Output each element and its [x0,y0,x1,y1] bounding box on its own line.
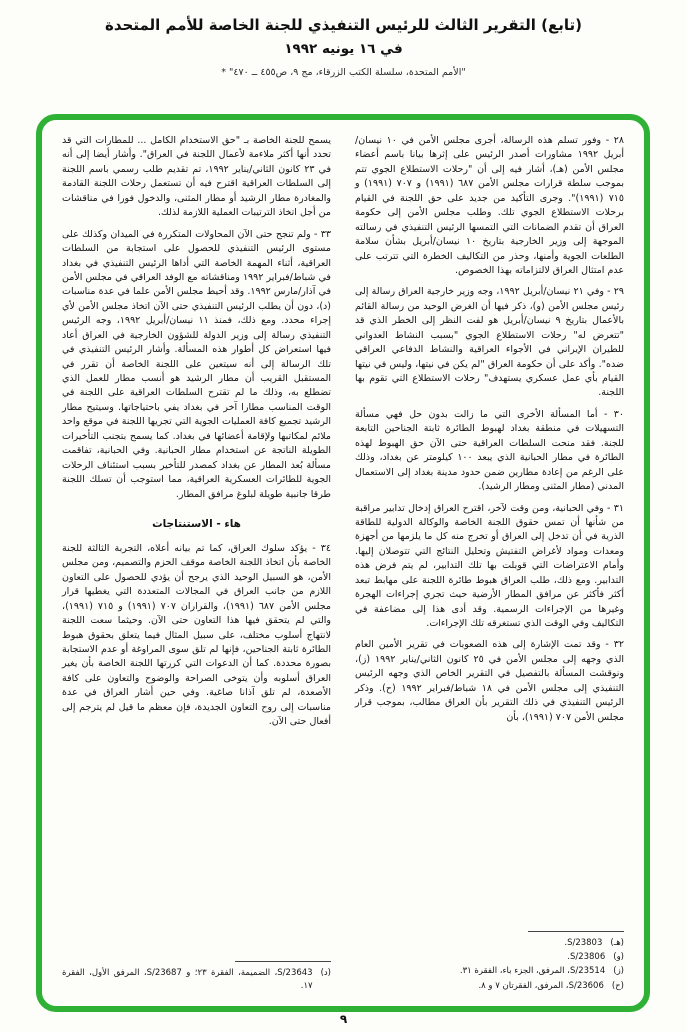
section-heading-conclusions: هاء - الاستنتاجات [152,517,241,530]
footnote [355,951,624,963]
footnotes-right [355,927,624,994]
paragraph-32: ٣٢ - وقد تمت الإشارة إلى هذه الصعوبات في تقرير الأمين العام الذي وجهه إلى مجلس الأمن في ٢٥ كانون الثاني/يناير ١٩٩٢ (ز)، ونوقشت المسألة بالتفصيل في التقرير الخاص الذي وجهه الرئيس التنفيذي إلى مجلس الأمن في ١٨ شباط/فبراير ١٩٩٢ (ح). وذكر الرئيس التنفيذي في ذلك التقرير بأن العراق مطالب، بموجب قرار مجلس الأمن ٧٠٧ (١٩٩١)، بأن [355,639,625,723]
footnote-separator [528,931,624,932]
footnote-text: S/23806. [567,952,606,963]
paragraph-32-continuation: يسمح للجنة الخاصة بـ "حق الاستخدام الكامل ... للمطارات التي قد تحدد أنها أكثر ملاءمة لأعمال اللجنة في العراق". وأشار أيضا إلى أنه في ٢٣ كانون الثاني/يناير ١٩٩٢، تم تقديم طلب رسمي باسم اللجنة إلى السلطات العراقية اقترح فيه أن تستعمل رحلات اللجنة القادمة والمغادرة مطار الرشيد أو مطار المثنى، والدخول فورا في مناقشات من أجل اتخاذ الترتيبات العملية اللازمة لذلك. [62,135,332,219]
footnote-marker: (ح) [611,980,624,991]
content-border-box [36,114,650,1012]
footnote-text: S/23803. [564,937,603,948]
footnote-marker: (د) [320,968,331,979]
document-header [0,0,687,78]
footnote [355,980,624,992]
column-right [355,134,624,994]
footnote [62,967,331,992]
footnote-marker: (هـ) [610,937,624,948]
footnote-marker: (و) [613,952,624,963]
paragraph-30: ٣٠ - أما المسألة الأخرى التي ما زالت بدون حل فهي مسألة التسهيلات في منطقة بغداد لهبوط الطائرة ثابتة الجناحين التابعة للجنة. فقد منحت السلطات العراقية حتى الآن حق الهبوط لهذه الطائرة في مطار الحبانية الذي يبعد ١٠٠ كيلومتر عن بغداد، وذلك على الرغم من إعادة مطارين ضمن حدود مدينة بغداد إلى الاستعمال المدني (مطار المثنى ومطار الرشيد). [355,408,624,493]
paragraph-31: ٣١ - وفي الحبانية، ومن وقت لآخر، اقترح العراق إدخال تدابير مراقبة من شأنها أن تمس حقوق اللجنة الخاصة والوكالة الدولية للطاقة الذرية في أن تدخل إلى العراق أو تخرج منه كل ما يلزمها من أجهزة ومعدات ومواد لأغراض التفتيش وتحليل النتائج التي تتوصلان إليها. وأمام الاعتراضات التي قوبلت بها تلك التدابير، لم يتم فرض هذه التدابير. ومع ذلك، طلب العراق هبوط طائرة اللجنة على مهابط تبعد أكثر فأكثر عن مرافق المطار الأرضية حيث تجري إجراءات الهجرة وغيرها من الإجراءات الرسمية. وقد أدى هذا إلى مضاعفة في التكاليف وفي الوقت الذي تستغرقه تلك الإجراءات. [355,502,624,629]
footnote-separator [235,961,331,962]
paragraph-28: ٢٨ - وفور تسلم هذه الرسالة، أجرى مجلس الأمن في ١٠ نيسان/أبريل ١٩٩٢ مشاورات أصدر الرئيس على إثرها بيانا باسم أعضاء مجلس الأمن (هـ)، أشار فيه إلى أن "رحلات الاستطلاع الجوي تتم بموجب سلطة قرارات مجلس الأمن ٦٨٧ (١٩٩١) و ٧٠٧ (١٩٩١) و ٧١٥ (١٩٩١)". وجرى التأكيد من جديد على حق اللجنة في القيام برحلات الاستطلاع الجوي تلك. وطلب مجلس الأمن إلى حكومة العراق أن تقدم الضمانات التي التمسها الرئيس التنفيذي في رسالته الموجهة إلى وزير الخارجية بتاريخ ١٠ نيسان/أبريل بشأن سلامة الطلعات الجوية وأمنها، وحذر من التكاليف الخطرة التي تترتب على عدم امتثال العراق لالتزاماته بهذا الخصوص. [355,135,625,276]
paragraph-34: ٣٤ - يؤكد سلوك العراق، كما تم بيانه أعلاه، التجربة الثالثة للجنة الخاصة بأن اتخاذ اللجنة الخاصة موقف الحزم والتصميم، ومن مجلس الأمن، هو السبيل الوحيد الذي يرجح أن يؤدي للحصول على التعاون اللازم من جانب العراق في المجالات المتعددة التي يغطيها قرار مجلس الأمن ٦٨٧ (١٩٩١)، والقراران ٧٠٧ (١٩٩١) و ٧١٥ (١٩٩١)، والتي لم يتحقق فيها هذا التعاون حتى الآن. وحيثما سعت اللجنة لانتهاج أسلوب مختلف، على سبيل المثال فيما يتعلق بحقوق هبوط الطائرة ثابتة الجناحين، فإنها لم تلق سوى المراوغة أو عدم الاستجابة بصورة محددة. كما أن الدعوات التي كررتها اللجنة الخاصة بأن يغير العراق أسلوبه وأن يتوخى الصراحة والوضوح والتعاون على كافة الأصعدة، لم تلق آذانا صاغية. وفي حين أشار العراق في عدة مناسبات إلى روح التعاون الجديدة، فإن معظم ما قيل لم يترجم إلى أفعال حتى الآن. [62,542,331,728]
report-title: (تابع) التقرير الثالث للرئيس التنفيذي للجنة الخاصة للأمم المتحدة [104,16,582,34]
footnote-text: S/23643، الضميمة، الفقرة ٢٣؛ و S/23687، المرفق الأول، الفقرة ١٧. [62,968,313,991]
paragraph-29: ٢٩ - وفي ٢١ نيسان/أبريل ١٩٩٢، وجه وزير خارجية العراق رسالة إلى رئيس مجلس الأمن (و)، ذكر فيها أن الغرض الوحيد من رسالة القائم بالأعمال بتاريخ ٩ نيسان/أبريل هو لفت النظر إلى الخطر الذي قد "تتعرض له" رحلات الاستطلاع الجوي "بسبب النشاط العدواني للطيران الإيراني في الأجواء العراقية والنشاط الدفاعي العراقي ضده". وأكد على أن حكومة العراق "لم يكن في نيتها، وليس في نيتها القيام بأي عمل عسكري يستهدف" رحلات الاستطلاع التي تقوم بها اللجنة. [355,286,624,399]
footnote [355,965,624,977]
footnote [355,937,624,949]
report-date: في ١٦ يونيه ١٩٩٢ [284,41,403,57]
footnote-marker: (ز) [613,966,624,977]
paragraph-33: ٣٣ - ولم تنجح حتى الآن المحاولات المتكررة في الميدان وكذلك على مستوى الرئيس التنفيذي للحصول على استجابة من السلطات العراقية، أثناء المهمة الخاصة التي أداها الرئيس التنفيذي في بغداد في شباط/فبراير ١٩٩٢ ومناقشاته مع الوفد العراقي في مجلس الأمن في آذار/مارس ١٩٩٢. وقد أحيط مجلس الأمن علما في عدة مناسبات (د)، دون أن يطلب الرئيس التنفيذي حتى الآن اتخاذ مجلس الأمن لأي إجراء محدد. ومع ذلك، فمنذ ١١ نيسان/أبريل ١٩٩٢، وجه الرئيس التنفيذي رسالة إلى وزير الدولة للشؤون الخارجية في العراق أعاد فيها استعراض كل أطوار هذه المسألة. وأشار الرئيس التنفيذي في تلك الرسالة إلى أنه سيتعين على اللجنة الخاصة أن تقرر في المستقبل القريب أن مطار الرشيد هو أنسب مطار للعمل الذي تضطلع به، وذلك ما لم تقترح السلطات العراقية على اللجنة في الوقت المناسب مطارا آخر في بغداد يفي باحتياجاتها. وسيتيح مطار الرشيد تجميع كافة العمليات الجوية التي تجريها اللجنة في موقع واحد ملائم لمكاتبها ولإقامة أعضائها في بغداد. كما يسمح بتجنب التأخيرات الطويلة الناتجة عن استخدام مطار الحبانية. وفي الحبانية، تفاقمت مسألة بُعد المطار عن بغداد كمصدر للتأخير بسبب استئناف الرحلات الجوية للطائرات العسكرية العراقية، مما استوجب أن تسلك اللجنة طرقا جانبية طويلة لبلوغ مرافق المطار. [62,228,331,500]
source-citation: "الأمم المتحدة، سلسلة الكتب الزرقاء، مج ٩، ص٤٥٥ ــ ٤٧٠" * [221,67,466,78]
text-columns [62,134,624,994]
page-number: ٩ [339,1012,348,1026]
column-left [62,134,331,994]
footnote-text: S/23514، المرفق، الجزء باء، الفقرة ٣١. [459,966,606,977]
footnotes-left [62,957,331,994]
footnote-text: S/23606، المرفق، الفقرتان ٧ و ٨. [478,980,604,991]
